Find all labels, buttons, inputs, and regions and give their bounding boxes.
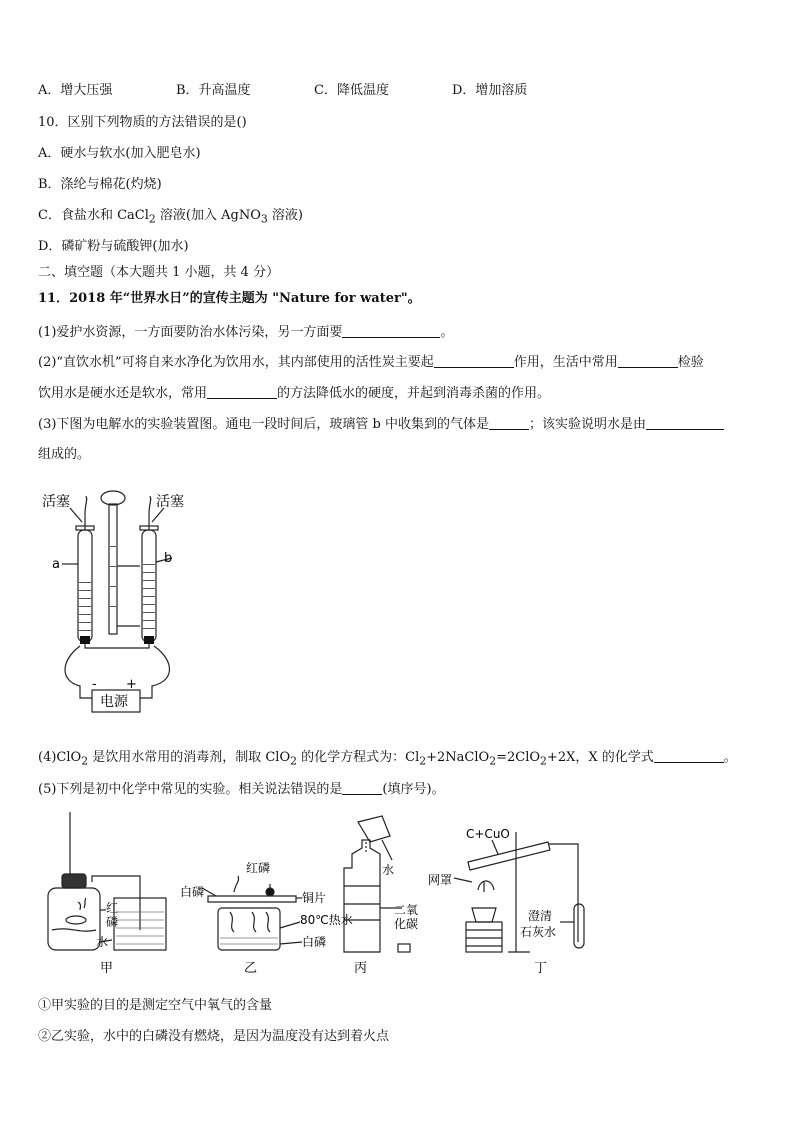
connecting-pipe <box>85 642 149 648</box>
q11-p1-text: (1)爱护水资源，一方面要防治水体污染，另一方面要 <box>38 325 343 340</box>
q11-part3-line2: 组成的。 <box>38 447 91 462</box>
q11-part2-line2 <box>38 384 550 403</box>
q9-option-d: D．增加溶质 <box>452 83 528 98</box>
tube-a <box>78 530 92 642</box>
q10-c-mid: 溶液(加入 AgNO <box>155 208 261 223</box>
answer-blank[interactable] <box>207 384 277 399</box>
label-gauze: 网罩 <box>428 873 453 887</box>
statement-2: ②乙实验，水中的白磷没有燃烧，是因为温度没有达到着火点 <box>38 1029 390 1044</box>
experiment-jia <box>48 812 166 950</box>
label-c-cuo: C+CuO <box>466 827 510 841</box>
label-water-jia: 水 <box>96 935 109 949</box>
q10-option-c <box>38 207 303 229</box>
electrolysis-apparatus-figure <box>40 486 200 732</box>
label-limewater-1: 澄清 <box>528 909 553 923</box>
label-co2-2: 化碳 <box>394 917 419 931</box>
q11-stem: 11．2018 年“世界水日”的宣传主题为 "Nature for water"。 <box>38 291 421 306</box>
funnel-bulb <box>101 491 125 505</box>
experiment-bing <box>344 816 410 952</box>
q9-options <box>38 82 527 100</box>
label-water-bing: 水 <box>382 863 395 877</box>
p4-a-sub: 2 <box>81 754 89 768</box>
p4-b-sub: 2 <box>290 754 297 768</box>
section-2-title: 二、填空题（本大题共 1 小题，共 4 分） <box>38 265 280 280</box>
p4-e: =2ClO <box>496 750 541 765</box>
answer-blank[interactable] <box>342 780 382 795</box>
valve-left-label: 活塞 <box>42 494 70 510</box>
label-jia: 甲 <box>100 961 114 976</box>
q11-p2-text-a: (2)“直饮水机”可将自来水净化为饮用水，其内部使用的活性炭主要起 <box>38 355 434 370</box>
tube-a-label: a <box>52 557 60 572</box>
p4-a: (4)ClO <box>38 750 82 765</box>
q9-option-c: C．降低温度 <box>314 83 389 98</box>
p4-d-sub: 2 <box>489 754 497 768</box>
q10-c-post: 溶液) <box>267 208 303 223</box>
answer-blank[interactable] <box>618 353 678 368</box>
label-white-phosphorus: 白磷 <box>180 885 205 899</box>
q11-p2-text-b: 作用，生活中常用 <box>513 355 618 370</box>
label-red-phosphorus: 红磷 <box>246 861 271 875</box>
q10-c-sub2: 3 <box>260 212 268 226</box>
q11-p2-text-c: 检验 <box>677 355 704 370</box>
experiment-yi <box>202 876 302 950</box>
label-hot-water: 80℃热水 <box>300 913 353 927</box>
answer-blank[interactable] <box>342 323 440 338</box>
wire-left <box>65 646 92 698</box>
plus-sign: + <box>126 677 137 692</box>
q11-p2-text-d: 饮用水是硬水还是软水，常用 <box>38 386 208 401</box>
p4-c-sub: 2 <box>419 754 427 768</box>
answer-blank[interactable] <box>489 415 529 430</box>
q11-p5-text-a: (5)下列是初中化学中常见的实验。相关说法错误的是 <box>38 782 343 797</box>
power-label: 电源 <box>100 694 128 710</box>
q10-option-d: D．磷矿粉与硫酸钾(加水) <box>38 239 189 254</box>
minus-sign: - <box>92 677 97 692</box>
statement-1: ①甲实验的目的是测定空气中氧气的含量 <box>38 998 273 1013</box>
q9-option-b: B．升高温度 <box>176 83 251 98</box>
q11-p3-text-a: (3)下图为电解水的实验装置图。通电一段时间后，玻璃管 b 中收集到的气体是 <box>38 417 490 432</box>
q11-part1 <box>38 323 453 342</box>
q11-p3-text-b: ；该实验说明水是由 <box>529 417 647 432</box>
q11-part2-line1 <box>38 353 704 372</box>
label-ding: 丁 <box>534 961 548 976</box>
q11-p1-end: 。 <box>440 325 454 340</box>
label-yi: 乙 <box>244 961 258 976</box>
p4-g: 。 <box>723 750 737 765</box>
q10-c-pre: C．食盐水和 CaCl <box>38 208 149 223</box>
label-red-phosphorus-2: 磷 <box>106 915 119 929</box>
label-copper-sheet: 铜片 <box>302 891 327 905</box>
tube-b-label: b <box>164 551 173 566</box>
q10-c-sub: 2 <box>148 212 156 226</box>
side-arms <box>117 566 140 626</box>
valve-left-icon <box>85 496 87 514</box>
answer-blank[interactable] <box>654 748 724 763</box>
q10-option-a: A．硬水与软水(加入肥皂水) <box>38 146 201 161</box>
answer-blank[interactable] <box>646 415 724 430</box>
p4-b: 是饮用水常用的消毒剂，制取 ClO <box>88 750 291 765</box>
beaker-icon <box>358 816 390 842</box>
q11-part5 <box>38 780 445 799</box>
label-white-phosphorus-2: 白磷 <box>302 935 327 949</box>
label-bing: 丙 <box>354 961 368 976</box>
test-tube-heated <box>468 842 550 870</box>
experiment-ding <box>454 832 584 952</box>
electrode-right <box>144 636 154 644</box>
label-co2-1: 二氧 <box>394 903 419 917</box>
q10-stem: 10．区别下列物质的方法错误的是() <box>38 115 247 130</box>
q11-part4 <box>38 748 737 771</box>
p4-c: 的化学方程式为：Cl <box>297 750 420 765</box>
p4-e-sub: 2 <box>540 754 547 768</box>
experiments-figure <box>40 812 600 984</box>
wire-right <box>140 646 170 698</box>
q9-option-a: A．增大压强 <box>38 83 113 98</box>
label-red-phosphorus-1: 红 <box>106 901 119 915</box>
label-limewater-2: 石灰水 <box>520 925 557 939</box>
q11-p2-text-e: 的方法降低水的硬度，并起到消毒杀菌的作用。 <box>277 386 551 401</box>
p4-d: +2NaClO <box>426 750 490 765</box>
p4-f: +2X，X 的化学式 <box>546 750 654 765</box>
q10-option-b: B．涤纶与棉花(灼烧) <box>38 177 162 192</box>
electrode-left <box>80 636 90 644</box>
q11-p5-text-b: (填序号)。 <box>382 782 445 797</box>
middle-tube <box>109 504 117 634</box>
valve-right-label: 活塞 <box>156 494 184 510</box>
q11-part3-line1 <box>38 415 724 434</box>
tube-b <box>142 530 156 642</box>
valve-right-icon <box>149 496 151 514</box>
answer-blank[interactable] <box>434 353 514 368</box>
